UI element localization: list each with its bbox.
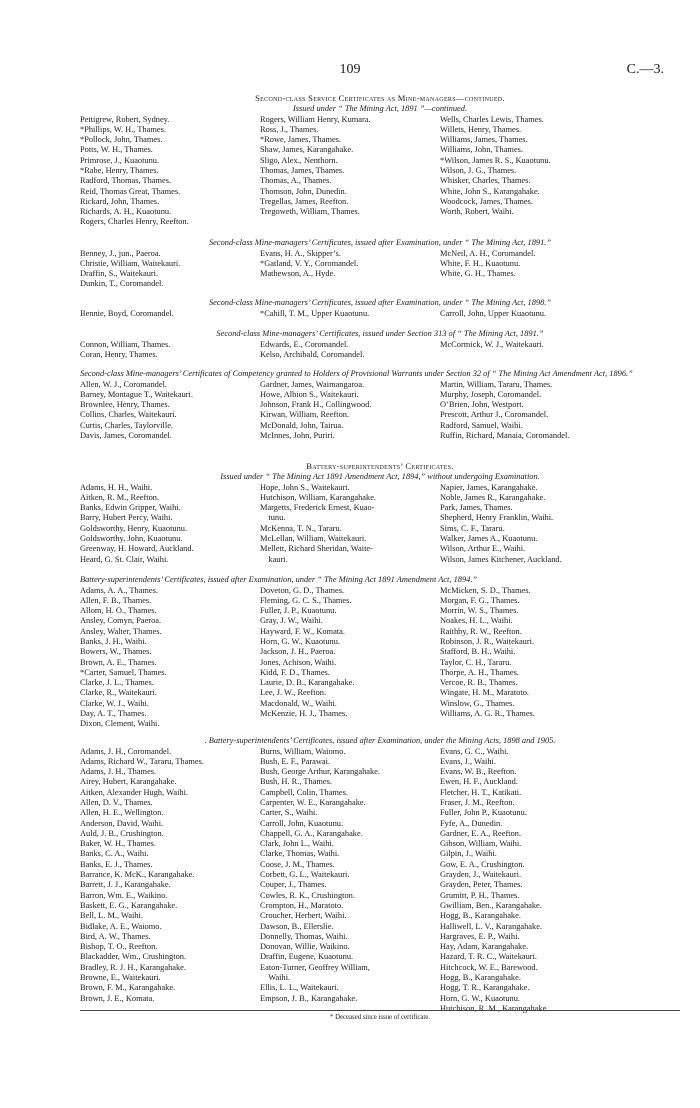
name-entry: McDonald, John, Tairua. [260, 420, 344, 430]
name-entry: Wells, Charles Lewis, Thames. [440, 114, 544, 124]
name-entry: Adams, J. H., Thames. [80, 767, 157, 777]
section-exam-1898 [80, 298, 680, 319]
name-entry: Prescott, Arthur J., Coromandel. [440, 410, 549, 420]
name-entry: Benney, J., jun., Paeroa. [80, 248, 161, 258]
name-entry: Laurie, D. B., Karangahake. [260, 678, 355, 688]
footnote-rule [80, 1010, 680, 1011]
name-entry: Fraser, J. M., Reefton. [440, 797, 515, 807]
name-entry: Chappell, G. A., Karangahake. [260, 828, 363, 838]
section-subheading: Second-class Mine-managers’ Certificates of Competency granted to Holders of Provisional Warrants under Section 32 of “ The Mining Act Amendment Act, 1896.” [80, 369, 633, 378]
name-entry: Morgan, F. G., Thames. [440, 595, 520, 605]
names-column-3 [440, 309, 680, 319]
name-entry: Dixon, Clement, Waihi. [80, 719, 160, 729]
name-entry: Hogg, B., Karangahake. [440, 911, 521, 921]
name-entry: Johnson, Frank H., Collingwood. [260, 400, 372, 410]
name-entry: Adams, J. H., Coromandel. [80, 746, 172, 756]
name-entry: Gow, E. A., Crushington. [440, 859, 525, 869]
name-entry: Vercoe, R. B., Thames. [440, 678, 518, 688]
name-entry: Donnelly, Thomas, Waihi. [260, 931, 348, 941]
name-entry: O’Brien, John, Westport. [440, 400, 524, 410]
name-entry: Tregoweth, William, Thames. [260, 207, 360, 217]
name-entry: Heard, G. St. Clair, Waihi. [80, 554, 169, 564]
name-entry: Primrose, J., Kuaotunu. [80, 155, 160, 165]
name-entry: Empson, J. B., Karangahake. [260, 993, 358, 1003]
name-entry: Bradley, R. J. H., Karangahake. [80, 962, 186, 972]
name-entry: Allom, H. O., Thames. [80, 606, 157, 616]
name-entry: Mathewson, A., Hyde. [260, 269, 336, 279]
name-entry: Gibson, William, Waihi. [440, 839, 522, 849]
name-entry: Woodcock, James, Thames. [440, 196, 533, 206]
name-entry: Park, James, Thames. [440, 503, 513, 513]
name-entry: Hope, John S., Waitekauri. [260, 482, 350, 492]
section-subheading: Second-class Mine-managers’ Certificates, issued after Examination, under “ The Mining Act, 1891.” [208, 238, 552, 247]
name-entry: Wingate, H. M., Maratoto. [440, 688, 529, 698]
name-entry: Aitken, Alexander Hugh, Waihi. [80, 787, 189, 797]
section-battery-no-exam [80, 461, 680, 565]
name-entry: Thomson, John, Dunedin. [260, 186, 347, 196]
section-provisional-warrants [80, 369, 680, 441]
name-entry: Hayward, F. W., Komata. [260, 626, 345, 636]
name-columns [80, 380, 680, 442]
name-entry: Hazard, T. R. C., Waitekauri. [440, 952, 538, 962]
name-entry: Corbett, G. L., Waitekauri. [260, 870, 350, 880]
name-entry: Curtis, Charles, Taylorville. [80, 420, 173, 430]
name-entry: Lee, J. W., Reefton. [260, 688, 327, 698]
names-column-2 [260, 340, 440, 361]
name-entry: Ansley, Comyn, Paeroa. [80, 616, 162, 626]
name-entry: Ewen, H. F., Auckland. [440, 777, 518, 787]
name-entry: McKenna, T. N., Tararu. [260, 523, 342, 533]
name-entry: McInnes, John, Puriri. [260, 430, 335, 440]
name-entry: Bird, A. W., Thames. [80, 931, 151, 941]
name-entry: Howe, Albion S., Waitekauri. [260, 389, 359, 399]
section-heading: Second-class Service Certificates as Mine-managers—continued. [255, 93, 505, 103]
name-entry: Dawson, B., Ellerslie. [260, 921, 334, 931]
name-entry: Radford, Thomas, Thames. [80, 176, 172, 186]
name-entry: Carpenter, W. E., Karangahake. [260, 797, 366, 807]
name-entry: Grumitt, P. H., Thames. [440, 890, 520, 900]
name-entry: Williams, John, Thames. [440, 145, 524, 155]
name-entry: Bishop, T. O., Reefton. [80, 942, 158, 952]
name-entry: Winslow, G., Thames. [440, 698, 515, 708]
name-entry: Willets, Henry, Thames. [440, 124, 522, 134]
name-entry: Christie, William, Waitekauri. [80, 258, 181, 268]
names-column-1 [80, 747, 260, 1015]
name-entry: Bennie, Boyd, Coromandel. [80, 308, 174, 318]
name-entry: Grayden, Peter, Thames. [440, 880, 523, 890]
names-column-1 [80, 586, 260, 730]
name-entry: White, G. H., Thames. [440, 269, 516, 279]
name-entry: *Cahill, T. M., Upper Kuaotunu. [260, 308, 370, 318]
name-entry: Draffin, S., Waitekauri. [80, 269, 159, 279]
name-entry: Ansley, Walter, Thames. [80, 626, 162, 636]
name-entry: Goldsworthy, John, Kuaotunu. [80, 533, 183, 543]
name-entry: Hargraves, E. P., Waihi. [440, 931, 520, 941]
name-entry: Ellis, L. L., Waitekauri. [260, 983, 339, 993]
document-reference: C.—3. [626, 62, 664, 77]
name-columns [80, 115, 680, 228]
name-entry: Kelso, Archibald, Coromandel. [260, 349, 365, 359]
name-entry: Ross, J., Thames. [260, 124, 319, 134]
name-entry: Airey, Hubert, Karangahake. [80, 777, 177, 787]
section-exam-1891 [80, 238, 680, 290]
name-entry: Allen, D. V., Thames. [80, 797, 153, 807]
name-entry: White, F. H., Kuaotunu. [440, 258, 521, 268]
section-battery-exam-1898-1905 [80, 736, 680, 1014]
name-entry: Davis, James, Coromandel. [80, 430, 172, 440]
name-entry: Hitchcock, W. E., Barewood. [440, 962, 538, 972]
name-entry: Browne, E., Waitekauri. [80, 973, 161, 983]
names-column-2 [260, 309, 440, 319]
name-entry: Bowers, W., Thames. [80, 647, 152, 657]
names-column-2 [260, 483, 440, 565]
name-entry: Hutchison, William, Karangahake. [260, 492, 377, 502]
name-entry: Bush, George Arthur, Karangahake. [260, 767, 380, 777]
name-entry: McMicken, S. D., Thames. [440, 585, 531, 595]
names-column-2 [260, 249, 440, 290]
name-entry: Tregellas, James, Reefton. [260, 196, 349, 206]
name-entry: Jackson, J. H., Paeroa. [260, 647, 336, 657]
names-column-3 [440, 380, 680, 442]
name-entry: Thomas, James, Thames. [260, 165, 345, 175]
name-entry: Coose, J. M., Thames. [260, 859, 335, 869]
name-entry: Croucher, Herbert, Waihi. [260, 911, 347, 921]
name-entry: Collins, Charles, Waitekauri. [80, 410, 177, 420]
name-entry: *Pollock, John, Thames. [80, 135, 163, 145]
name-entry: Rickard, John, Thames. [80, 196, 160, 206]
name-entry: Fleming, G. C. S., Thames. [260, 595, 352, 605]
name-entry: Horn, G. W., Kuaotunu. [440, 993, 521, 1003]
name-entry: Allen, W. J., Coromandel. [80, 379, 167, 389]
name-entry: Pettigrew, Robert, Sydney. [80, 114, 170, 124]
name-entry: Donovan, Willie, Waikino. [260, 942, 350, 952]
name-entry: Gardner, James, Waimangaroa. [260, 379, 365, 389]
name-entry: Grayden, J., Waitekauri. [440, 870, 522, 880]
name-entry: Macdonald, W., Waihi. [260, 698, 337, 708]
section-subheading: Issued under “ The Mining Act 1891 Amendment Act, 1894,” without undergoing Examination. [220, 472, 540, 481]
name-entry: Wilson, J. G., Thames. [440, 165, 517, 175]
name-entry: Brown, A. E., Thames. [80, 657, 157, 667]
name-entry: Banks, C. A., Waihi. [80, 849, 149, 859]
name-entry: Evans, W. B., Reefton. [440, 767, 517, 777]
names-column-3 [440, 483, 680, 565]
name-entry: Martin, William, Tararu, Thames. [440, 379, 553, 389]
section-subheading: Second-class Mine-managers’ Certificates, issued under Section 313 of “ The Mining Act, 1891.” [216, 329, 544, 338]
name-entry: Margetts, Frederick Ernest, Kuao- [260, 503, 375, 513]
name-entry: White, John S., Karangahake. [440, 186, 540, 196]
name-entry: Reid, Thomas Great, Thames. [80, 186, 181, 196]
names-column-2 [260, 115, 440, 228]
name-entry: Radford, Samuel, Waihi. [440, 420, 523, 430]
name-entry: Gray, J. W., Waihi. [260, 616, 323, 626]
name-entry: Bell, L. M., Waihi. [80, 911, 143, 921]
name-entry: Campbell, Colin, Thames. [260, 787, 349, 797]
name-columns [80, 747, 680, 1015]
section-subheading: Issued under “ The Mining Act, 1891 ”—continued. [292, 104, 468, 113]
name-entry: Thomas, A., Thames. [260, 176, 332, 186]
name-entry: Clarke, W. J., Waihi. [80, 698, 149, 708]
name-entry: Carter, S., Waihi. [260, 808, 318, 818]
name-entry: Fuller, J. P., Kuaotunu. [260, 606, 337, 616]
name-entry: Bidlake, A. E., Waiomo. [80, 921, 162, 931]
name-entry: Wilson, James Kitchener, Auckland. [440, 554, 562, 564]
name-entry: Goldsworthy, Henry, Kuaotunu. [80, 523, 188, 533]
name-entry: Sligo, Alex., Nenthorn. [260, 155, 338, 165]
name-entry: Morrin, W. S., Thames. [440, 606, 519, 616]
name-entry: Dunkin, T., Coromandel. [80, 279, 164, 289]
name-entry: Evans, G. C., Waihi. [440, 746, 509, 756]
name-entry: Murphy, Joseph, Coromandel. [440, 389, 542, 399]
names-column-3 [440, 115, 680, 228]
name-entry: Bush, E. F., Parawai. [260, 756, 331, 766]
name-entry: Coran, Henry, Thames. [80, 349, 158, 359]
section-313 [80, 329, 680, 360]
name-entry: *Rowe, James, Thames. [260, 135, 342, 145]
name-entry: Shaw, James, Karangahake. [260, 145, 354, 155]
names-column-3 [440, 340, 680, 361]
name-entry: Blackadder, Wm., Crushington. [80, 952, 187, 962]
name-entry: Sims, C. F., Tararu. [440, 523, 505, 533]
name-entry: Kirwan, William, Reefton. [260, 410, 350, 420]
name-entry: Horn, G. W., Kuaotunu. [260, 636, 341, 646]
section-subheading: Battery-superintendents’ Certificates, issued after Examination, under “ The Mining Act 1891 Amendment Act, 1894.” [80, 575, 478, 584]
name-entry: Clark, John L., Waihi. [260, 839, 334, 849]
names-column-2 [260, 586, 440, 730]
name-entry: Couper, J., Thames. [260, 880, 327, 890]
name-entry: Eaton-Turner, Geoffrey William, [260, 962, 370, 972]
name-entry: tunu. [260, 513, 286, 523]
name-entry: Adams, Richard W., Tararu, Thames. [80, 756, 205, 766]
name-entry: *Carter, Samuel, Thames. [80, 667, 167, 677]
name-entry: McCormick, W. J., Waitekauri. [440, 339, 544, 349]
name-entry: Fletcher, H. T., Katikati. [440, 787, 522, 797]
name-entry: *Wilson, James R. S., Kuaotunu. [440, 155, 551, 165]
name-entry: Napier, James, Karangahake. [440, 482, 538, 492]
names-column-2 [260, 747, 440, 1015]
page-number: 109 [339, 62, 361, 77]
name-entry: Barrett, J. J., Karangahake. [80, 880, 171, 890]
name-entry: McLellan, William, Waitekauri. [260, 533, 367, 543]
name-entry: Williams, A. G. R., Thames. [440, 709, 535, 719]
name-entry: Gardner, E. A., Reefton. [440, 828, 522, 838]
name-entry: Anderson, David, Waihi. [80, 818, 164, 828]
name-entry: Banks, Edwin Gripper, Waihi. [80, 503, 181, 513]
name-entry: Noakes, H. L., Waihi. [440, 616, 513, 626]
name-entry: Barron, Wm. E., Waikino. [80, 890, 168, 900]
name-entry: Baskett, E. G., Karangahake. [80, 900, 178, 910]
name-entry: Draffin, Eugene, Kuaotunu. [260, 952, 354, 962]
name-entry: Rogers, William Henry, Kumara. [260, 114, 371, 124]
name-entry: Barney, Montague T., Waitekauri. [80, 389, 193, 399]
name-entry: *Rabe, Henry, Thames. [80, 165, 159, 175]
name-entry: Connon, William, Thames. [80, 339, 171, 349]
name-entry: Crompton, H., Maratoto. [260, 900, 344, 910]
name-entry: Barry, Hubert Percy, Waihi. [80, 513, 173, 523]
name-entry: Noble, James R., Karangahake. [440, 492, 546, 502]
name-entry: Cowles, R. K., Crushington. [260, 890, 355, 900]
section-service-certificates [80, 93, 680, 228]
name-entry: Whisker, Charles, Thames. [440, 176, 531, 186]
name-entry: *Gatland, V. Y., Coromandel. [260, 258, 359, 268]
footnote: * Deceased since issue of certificate. [329, 1014, 430, 1021]
names-column-1 [80, 380, 260, 442]
name-entry: Brownlee, Henry, Thames. [80, 400, 170, 410]
name-entry: Clarke, Thomas, Waihi. [260, 849, 340, 859]
name-entry: Burns, William, Waiomo. [260, 746, 346, 756]
name-entry: Greenway, H. Howard, Auckland. [80, 544, 194, 554]
name-entry: kauri. [260, 554, 288, 564]
name-entry: Gilpin, J., Waihi. [440, 849, 497, 859]
name-entry: Mellett, Richard Sheridan, Waite- [260, 544, 373, 554]
name-entry: Carroll, John, Upper Kuaotunu. [440, 308, 547, 318]
name-entry: Robinson, J. R., Waitekauri. [440, 636, 535, 646]
name-entry: Auld, J. B., Crushington. [80, 828, 164, 838]
name-entry: Adams, A. A., Thames. [80, 585, 159, 595]
name-entry: *Phillips, W. H., Thames. [80, 124, 166, 134]
name-entry: Ruffin, Richard, Manaia, Coromandel. [440, 430, 570, 440]
name-entry: Kidd, F. D., Thames. [260, 667, 330, 677]
section-subheading: Second-class Mine-managers’ Certificates, issued after Examination, under “ The Mining Act, 1898.” [208, 298, 552, 307]
section-heading: Battery-superintendents’ Certificates. [306, 461, 454, 471]
name-entry: Brown, J. E., Komata. [80, 993, 155, 1003]
name-entry: Hogg, B., Karangahake. [440, 973, 521, 983]
name-entry: Banks, J. H., Waihi. [80, 636, 147, 646]
name-entry: Williams, James, Thames. [440, 135, 528, 145]
name-entry: Fyfe, A., Dunedin. [440, 818, 503, 828]
name-entry: Clarke, J. L., Thames. [80, 678, 154, 688]
name-entry: Hay, Adam, Karangahake. [440, 942, 529, 952]
name-entry: Jones, Achison, Waihi. [260, 657, 337, 667]
name-entry: Edwards, E., Coromandel. [260, 339, 349, 349]
name-entry: Baker, W. H., Thames. [80, 839, 156, 849]
names-column-1 [80, 340, 260, 361]
name-entry: Aitken, R. M., Reefton. [80, 492, 160, 502]
name-entry: Hogg, T. R., Karangahake. [440, 983, 530, 993]
names-column-1 [80, 309, 260, 319]
name-entry: Rogers, Charles Henry, Reefton. [80, 217, 189, 227]
names-column-3 [440, 747, 680, 1015]
names-column-1 [80, 483, 260, 565]
name-columns [80, 249, 680, 290]
names-column-3 [440, 249, 680, 290]
name-entry: Evans, J., Waihi. [440, 756, 496, 766]
section-battery-exam-1894 [80, 575, 680, 730]
name-entry: Clarke, R., Waitekauri. [80, 688, 157, 698]
section-subheading: . Battery-superintendents’ Certificates, issued after Examination, under the Mining Acts, 1898 and 1905. [204, 736, 556, 745]
name-entry: Halliwell, L. V., Karangahake. [440, 921, 543, 931]
name-entry: Richards, A. H., Kuaotunu. [80, 207, 172, 217]
name-entry: Stafford, B. H., Waihi. [440, 647, 516, 657]
name-entry: Worth, Robert, Waihi. [440, 207, 514, 217]
name-entry: Evans, H. A., Skipper’s. [260, 248, 341, 258]
name-entry: Hutchison, R. M., Karangahake. [440, 1003, 549, 1013]
name-entry: Waihi. [260, 973, 291, 983]
names-column-1 [80, 249, 260, 290]
name-entry: Carroll, John, Kuaotunu. [260, 818, 344, 828]
name-columns [80, 586, 680, 730]
name-entry: Gwilliam, Ben., Karangahake. [440, 900, 542, 910]
name-entry: Fuller, John P., Kuaotunu. [440, 808, 527, 818]
name-entry: Bush, H. R., Thames. [260, 777, 332, 787]
name-entry: Allen, H. E., Wellington. [80, 808, 164, 818]
name-entry: Wilson, Arthur E., Waihi. [440, 544, 526, 554]
name-entry: McNeil, A. H., Coromandel. [440, 248, 536, 258]
name-columns [80, 309, 680, 319]
name-entry: Adams, H. H., Waihi. [80, 482, 153, 492]
name-columns [80, 340, 680, 361]
name-entry: Day, A. T., Thames. [80, 709, 147, 719]
name-entry: Allen, F. B., Thames. [80, 595, 152, 605]
name-entry: Walker, James A., Kuaotunu. [440, 533, 538, 543]
name-columns [80, 483, 680, 565]
name-entry: Doveton, G. D., Thames. [260, 585, 345, 595]
names-column-3 [440, 586, 680, 730]
name-entry: Potts, W. H., Thames. [80, 145, 153, 155]
name-entry: McKenzie, H. J., Thames. [260, 709, 348, 719]
names-column-1 [80, 115, 260, 228]
name-entry: Brown, F. M., Karangahake. [80, 983, 176, 993]
name-entry: Barrance, K. McK., Karangahake. [80, 870, 195, 880]
name-entry: Raithby, R. W., Reefton. [440, 626, 522, 636]
name-entry: Banks, E. J., Thames. [80, 859, 153, 869]
name-entry: Thorpe, A. H., Thames. [440, 667, 519, 677]
names-column-2 [260, 380, 440, 442]
name-entry: Taylor, C. H., Tararu. [440, 657, 512, 667]
name-entry: Shepherd, Henry Franklin, Waihi. [440, 513, 554, 523]
